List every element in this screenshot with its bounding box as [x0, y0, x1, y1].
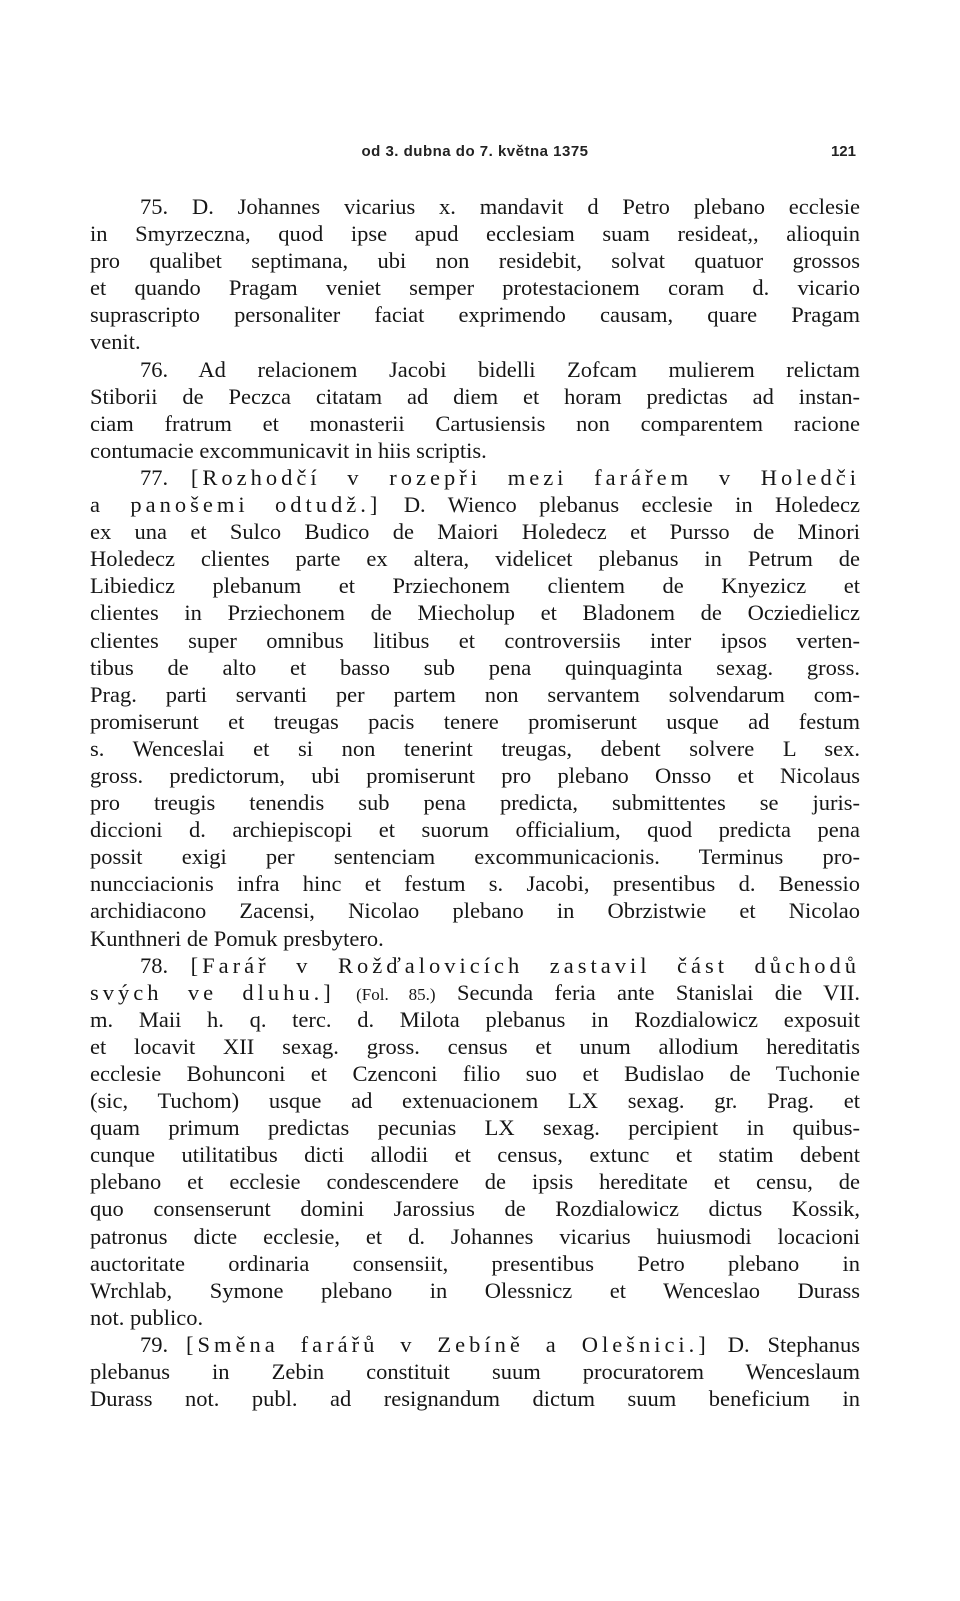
running-title: od 3. dubna do 7. května 1375 [361, 143, 589, 160]
text-line: ciam fratrum et monasterii Cartusiensis non comparentem racione [90, 410, 860, 436]
text-line: patronus dicte ecclesie, et d. Johannes vicarius huiusmodi locacioni [90, 1223, 860, 1249]
text-line: (sic, Tuchom) usque ad extenuacionem LX sexag. gr. Prag. et [90, 1088, 860, 1114]
entry-heading-line [90, 1331, 860, 1358]
text-line: et locavit XII sexag. gross. census et unum allodium hereditatis [90, 1033, 860, 1059]
text-line: Prag. parti servanti per partem non servantem solvendarum com- [90, 681, 860, 707]
text-line: suprascripto personaliter faciat exprimendo causam, quare Pragam [90, 302, 860, 328]
text-line: quo consenserunt domini Jarossius de Rozdialowicz dictus Kossik, [90, 1196, 860, 1222]
text-line: auctoritate ordinaria consensiit, presentibus Petro plebano in [90, 1250, 860, 1276]
text-line: Wrchlab, Symone plebano in Olessnicz et Wenceslao Durass [90, 1277, 860, 1303]
text-line: clientes super omnibus litibus et controversiis inter ipsos verten- [90, 627, 860, 653]
entry-heading: [Směna farářů v Zebíně a Olešnici.] [186, 1331, 710, 1357]
entry-76 [90, 356, 860, 464]
entry-number: 77. [140, 464, 169, 490]
text-line: venit. [90, 329, 141, 355]
entry-77 [90, 464, 860, 952]
text-line: archidiacono Zacensi, Nicolao plebano in Obrzistwie et Nicolao [90, 898, 860, 924]
entry-78 [90, 952, 860, 1331]
entry-heading-line [90, 979, 860, 1006]
entry-75 [90, 193, 860, 356]
text-line: m. Maii h. q. terc. d. Milota plebanus in Rozdialowicz exposuit [90, 1006, 860, 1032]
entry-heading-line [90, 952, 860, 979]
text-line: quam primum predictas pecunias LX sexag. percipient in quibus- [90, 1115, 860, 1141]
entry-heading-line [90, 464, 860, 491]
text-line: plebanus in Zebin constituit suum procuratorem Wenceslaum [90, 1359, 860, 1385]
text-line: 75. D. Johannes vicarius x. mandavit d Petro plebano ecclesie [140, 194, 860, 219]
text-line: Durass not. publ. ad resignandum dictum suum beneficium in [90, 1386, 860, 1412]
text-line: pro qualibet septimana, ubi non residebit, solvat quatuor grossos [90, 248, 860, 274]
entry-heading-cont: a panošemi odtudž.] [90, 492, 382, 518]
text-line: et quando Pragam veniet semper protestacionem coram d. vicario [90, 275, 860, 301]
text-line: not. publico. [90, 1304, 204, 1330]
text-line: tibus de alto et basso sub pena quinquaginta sexag. gross. [90, 654, 860, 680]
entry-heading-cont: svých ve dluhu.] [90, 979, 335, 1005]
text-line: clientes in Przіechonem de Miecholup et Bladonem de Ocziedielicz [90, 600, 860, 626]
body-text [90, 193, 860, 1412]
page-number: 121 [830, 143, 856, 160]
text-line: nuncciacionis infra hinc et festum s. Jacobi, presentibus d. Benessio [90, 871, 860, 897]
entry-79 [90, 1331, 860, 1412]
text-line: ecclesie Bohunconi et Czenconi filio suo et Budislao de Tuchonie [90, 1061, 860, 1086]
text-line: 76. Ad relacionem Jacobi bidelli Zofcam mulierem relictam [140, 356, 860, 382]
text-line: ex una et Sulco Budico de Maiori Holedecz et Pursso de Minori [90, 519, 860, 545]
text-line: possit exigi per sentenciam excommunicacionis. Terminus pro- [90, 844, 860, 870]
entry-lead: D. Stephanus [727, 1331, 860, 1357]
text-line: gross. predictorum, ubi promiserunt pro plebano Onsso et Nicolaus [90, 762, 860, 788]
folio-mark: (Fol. 85.) [356, 984, 436, 1004]
entry-lead: Secunda feria ante Stanislai die VII. [456, 979, 860, 1005]
text-line: in Smyrzeczna, quod ipse apud ecclesiam suam resideat,, alioquin [90, 221, 860, 247]
text-line: promiserunt et treugas pacis tenere promiserunt usque ad festum [90, 708, 860, 734]
entry-heading: [Rozhodčí v rozepři mezi farářem v Holedči [190, 464, 860, 490]
text-line: contumacie excommunicavit in hiis scriptis. [90, 437, 487, 463]
entry-number: 79. [140, 1331, 169, 1357]
text-line: Libiedicz plebanum et Przіechonem clientem de Knyezicz et [90, 573, 860, 599]
text-line: Kunthneri de Pomuk presbytero. [90, 925, 384, 951]
text-line: Holedecz clientes parte ex altera, videlicet plebanus in Petrum de [90, 546, 860, 572]
running-head [90, 143, 860, 167]
entry-heading-line [90, 491, 860, 518]
text-line: plebano et ecclesie condescendere de ipsis hereditate et censu, de [90, 1169, 860, 1195]
entry-heading: [Farář v Rožďalovicích zastavil část důchodů [190, 952, 860, 978]
entry-lead: D. Wienco plebanus ecclesie in Holedecz [403, 492, 860, 518]
entry-number: 78. [140, 952, 169, 978]
text-line: diccioni d. archiepiscopi et suorum officialium, quod predicta pena [90, 817, 860, 843]
text-line: pro treugis tenendis sub pena predicta, submittentes se juris- [90, 790, 860, 816]
text-line: cunque utilitatibus dicti allodii et census, extunc et statim debent [90, 1142, 860, 1168]
text-line: Stiborii de Peczca citatam ad diem et horam predictas ad instan- [90, 383, 860, 409]
text-line: s. Wenceslai et si non tenerint treugas, debent solvere L sex. [90, 735, 860, 761]
